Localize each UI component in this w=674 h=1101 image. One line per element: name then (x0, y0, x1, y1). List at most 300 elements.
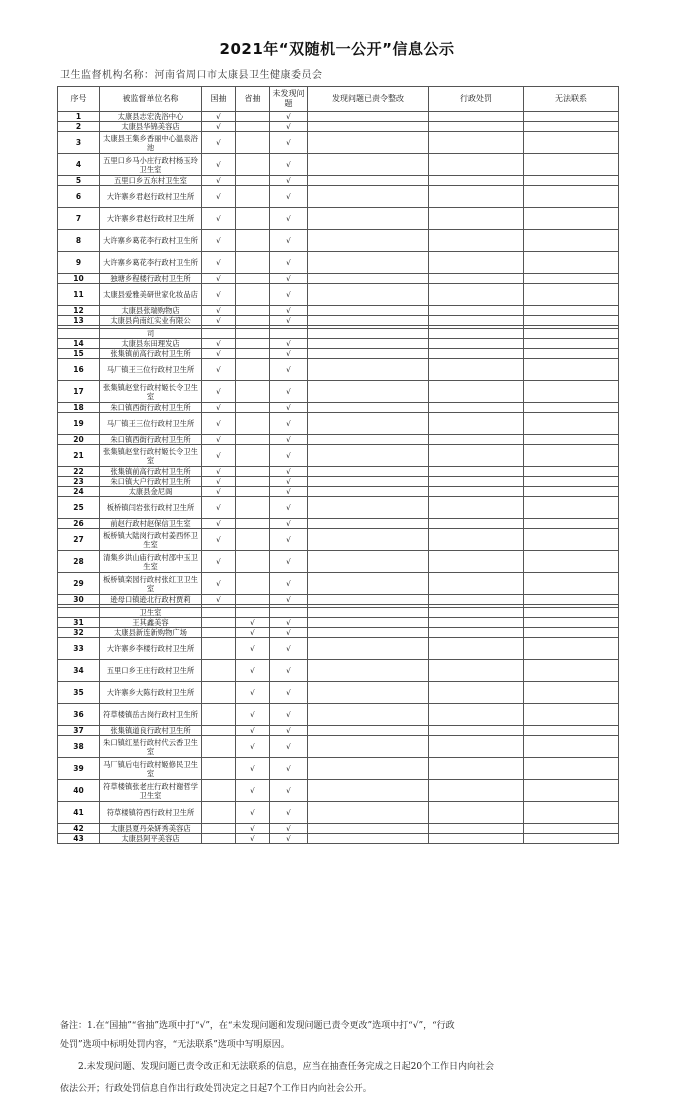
unreachable-cell (524, 529, 619, 551)
rectified-cell (308, 339, 429, 349)
rectified-cell (308, 112, 429, 122)
no-issue-check-cell: √ (270, 186, 308, 208)
seq-cell: 37 (58, 726, 100, 736)
seq-cell: 13 (58, 316, 100, 326)
rectified-cell (308, 618, 429, 628)
table-row (58, 359, 619, 381)
seq-cell: 32 (58, 628, 100, 638)
unreachable-cell (524, 758, 619, 780)
no-issue-check-cell: √ (270, 413, 308, 435)
national-check-cell (202, 329, 236, 339)
seq-cell: 27 (58, 529, 100, 551)
national-check-cell: √ (202, 349, 236, 359)
unreachable-cell (524, 274, 619, 284)
penalty-cell (429, 154, 524, 176)
rectified-cell (308, 208, 429, 230)
unreachable-cell (524, 704, 619, 726)
provincial-check-cell (236, 497, 270, 519)
unreachable-cell (524, 381, 619, 403)
no-issue-check-cell: √ (270, 628, 308, 638)
table-row (58, 834, 619, 844)
disclosure-table (57, 86, 619, 844)
national-check-cell (202, 726, 236, 736)
no-issue-check-cell: √ (270, 497, 308, 519)
no-issue-check-cell (270, 608, 308, 618)
provincial-check-cell (236, 445, 270, 467)
penalty-cell (429, 736, 524, 758)
table-row (58, 176, 619, 186)
national-check-cell: √ (202, 519, 236, 529)
table-row (58, 519, 619, 529)
rectified-cell (308, 736, 429, 758)
penalty-cell (429, 802, 524, 824)
rectified-cell (308, 445, 429, 467)
unreachable-cell (524, 519, 619, 529)
rectified-cell (308, 638, 429, 660)
unreachable-cell (524, 824, 619, 834)
seq-cell: 23 (58, 477, 100, 487)
provincial-check-cell (236, 487, 270, 497)
provincial-check-cell (236, 595, 270, 605)
table-row (58, 413, 619, 435)
provincial-check-cell (236, 403, 270, 413)
unreachable-cell (524, 306, 619, 316)
table-row (58, 349, 619, 359)
no-issue-check-cell: √ (270, 529, 308, 551)
table-row (58, 403, 619, 413)
provincial-check-cell: √ (236, 638, 270, 660)
national-check-cell (202, 608, 236, 618)
seq-cell: 5 (58, 176, 100, 186)
provincial-check-cell: √ (236, 834, 270, 844)
no-issue-check-cell: √ (270, 284, 308, 306)
no-issue-check-cell: √ (270, 403, 308, 413)
rectified-cell (308, 628, 429, 638)
no-issue-check-cell: √ (270, 274, 308, 284)
note-line-1: 备注：1.在“国抽”“省抽”选项中打“√”，在“未发现问题和发现问题已责令更改”选项中打“√”，“行政 (60, 1021, 455, 1031)
seq-cell: 15 (58, 349, 100, 359)
national-check-cell: √ (202, 445, 236, 467)
rectified-cell (308, 834, 429, 844)
unreachable-cell (524, 252, 619, 274)
national-check-cell: √ (202, 381, 236, 403)
no-issue-check-cell: √ (270, 638, 308, 660)
unit-name-cell: 大许寨乡大陈行政村卫生所 (100, 682, 202, 704)
provincial-check-cell: √ (236, 758, 270, 780)
seq-cell: 26 (58, 519, 100, 529)
provincial-check-cell: √ (236, 736, 270, 758)
unit-name-cell: 张集镇前高行政村卫生所 (100, 349, 202, 359)
penalty-cell (429, 477, 524, 487)
rectified-cell (308, 154, 429, 176)
no-issue-check-cell: √ (270, 682, 308, 704)
rectified-cell (308, 497, 429, 519)
seq-cell: 21 (58, 445, 100, 467)
rectified-cell (308, 132, 429, 154)
note-line-2: 处罚”选项中标明处罚内容，“无法联系”选项中写明原因。 (60, 1040, 290, 1050)
unreachable-cell (524, 230, 619, 252)
col-header-unreachable: 无法联系 (524, 87, 619, 112)
penalty-cell (429, 413, 524, 435)
provincial-check-cell: √ (236, 726, 270, 736)
table-row (58, 112, 619, 122)
seq-cell (58, 329, 100, 339)
rectified-cell (308, 467, 429, 477)
seq-cell: 6 (58, 186, 100, 208)
national-check-cell: √ (202, 284, 236, 306)
unit-name-cell: 太康县夏丹朵妍秀美容店 (100, 824, 202, 834)
unit-name-cell: 张集镇前高行政村卫生所 (100, 467, 202, 477)
unit-name-cell: 太康县王集乡香丽中心温泉浴池 (100, 132, 202, 154)
col-header-no-issue: 未发现问题 (270, 87, 308, 112)
provincial-check-cell: √ (236, 802, 270, 824)
rectified-cell (308, 306, 429, 316)
national-check-cell: √ (202, 467, 236, 477)
penalty-cell (429, 435, 524, 445)
provincial-check-cell (236, 339, 270, 349)
seq-cell: 20 (58, 435, 100, 445)
no-issue-check-cell: √ (270, 306, 308, 316)
unreachable-cell (524, 682, 619, 704)
seq-cell: 34 (58, 660, 100, 682)
table-row (58, 381, 619, 403)
table-row (58, 726, 619, 736)
rectified-cell (308, 403, 429, 413)
penalty-cell (429, 230, 524, 252)
seq-cell: 12 (58, 306, 100, 316)
table-row (58, 306, 619, 316)
penalty-cell (429, 122, 524, 132)
provincial-check-cell (236, 122, 270, 132)
provincial-check-cell (236, 551, 270, 573)
seq-cell: 30 (58, 595, 100, 605)
no-issue-check-cell: √ (270, 660, 308, 682)
table-row (58, 208, 619, 230)
seq-cell: 14 (58, 339, 100, 349)
rectified-cell (308, 329, 429, 339)
no-issue-check-cell: √ (270, 573, 308, 595)
unit-name-cell: 前赵行政村赵保信卫生室 (100, 519, 202, 529)
national-check-cell: √ (202, 477, 236, 487)
penalty-cell (429, 824, 524, 834)
seq-cell: 25 (58, 497, 100, 519)
unit-name-cell: 马厂镇王三位行政村卫生所 (100, 413, 202, 435)
penalty-cell (429, 573, 524, 595)
unreachable-cell (524, 726, 619, 736)
rectified-cell (308, 186, 429, 208)
national-check-cell: √ (202, 316, 236, 326)
unreachable-cell (524, 445, 619, 467)
penalty-cell (429, 834, 524, 844)
rectified-cell (308, 252, 429, 274)
national-check-cell: √ (202, 274, 236, 284)
unit-name-cell: 张集镇道良行政村卫生所 (100, 726, 202, 736)
unreachable-cell (524, 186, 619, 208)
provincial-check-cell: √ (236, 682, 270, 704)
unreachable-cell (524, 595, 619, 605)
table-row (58, 682, 619, 704)
rectified-cell (308, 824, 429, 834)
unit-name-cell: 太康县金尼阁 (100, 487, 202, 497)
unreachable-cell (524, 413, 619, 435)
unreachable-cell (524, 834, 619, 844)
rectified-cell (308, 726, 429, 736)
unit-name-cell: 清集乡洪山庙行政村邵中玉卫生室 (100, 551, 202, 573)
unit-name-cell: 大许寨乡葛花李行政村卫生所 (100, 230, 202, 252)
penalty-cell (429, 381, 524, 403)
unit-name-cell: 太康县尚南红实业有限公 (100, 316, 202, 326)
national-check-cell: √ (202, 122, 236, 132)
provincial-check-cell (236, 413, 270, 435)
provincial-check-cell: √ (236, 704, 270, 726)
rectified-cell (308, 477, 429, 487)
unit-name-cell: 板桥镇栾园行政村张红卫卫生室 (100, 573, 202, 595)
unit-name-cell: 五里口乡五东村卫生室 (100, 176, 202, 186)
col-header-seq: 序号 (58, 87, 100, 112)
no-issue-check-cell: √ (270, 112, 308, 122)
rectified-cell (308, 359, 429, 381)
unreachable-cell (524, 176, 619, 186)
note-line-3: 2.未发现问题、发现问题已责令改正和无法联系的信息，应当在抽查任务完成之日起20个工作日内向社会 (60, 1062, 495, 1072)
unit-name-cell: 五里口乡马小庄行政村杨玉玲卫生室 (100, 154, 202, 176)
rectified-cell (308, 176, 429, 186)
unreachable-cell (524, 122, 619, 132)
national-check-cell: √ (202, 132, 236, 154)
rectified-cell (308, 284, 429, 306)
unit-name-cell: 大许寨乡君赵行政村卫生所 (100, 208, 202, 230)
rectified-cell (308, 487, 429, 497)
penalty-cell (429, 595, 524, 605)
unreachable-cell (524, 660, 619, 682)
table-row (58, 660, 619, 682)
national-check-cell (202, 758, 236, 780)
unreachable-cell (524, 780, 619, 802)
seq-cell: 29 (58, 573, 100, 595)
unreachable-cell (524, 477, 619, 487)
provincial-check-cell (236, 230, 270, 252)
national-check-cell (202, 780, 236, 802)
note-line-4: 依法公开；行政处罚信息自作出行政处罚决定之日起7个工作日内向社会公开。 (60, 1084, 372, 1094)
provincial-check-cell (236, 329, 270, 339)
unit-name-cell: 朱口镇红星行政村代云香卫生室 (100, 736, 202, 758)
unit-name-cell: 符草楼镇符西行政村卫生所 (100, 802, 202, 824)
rectified-cell (308, 519, 429, 529)
penalty-cell (429, 349, 524, 359)
penalty-cell (429, 252, 524, 274)
col-header-provincial: 省抽 (236, 87, 270, 112)
national-check-cell: √ (202, 551, 236, 573)
penalty-cell (429, 682, 524, 704)
unit-name-cell: 王其鑫美容 (100, 618, 202, 628)
penalty-cell (429, 329, 524, 339)
penalty-cell (429, 112, 524, 122)
penalty-cell (429, 628, 524, 638)
table-row (58, 608, 619, 618)
provincial-check-cell (236, 529, 270, 551)
unreachable-cell (524, 349, 619, 359)
table-row (58, 230, 619, 252)
rectified-cell (308, 381, 429, 403)
penalty-cell (429, 274, 524, 284)
table-row (58, 284, 619, 306)
unreachable-cell (524, 284, 619, 306)
rectified-cell (308, 413, 429, 435)
seq-cell: 41 (58, 802, 100, 824)
rectified-cell (308, 660, 429, 682)
no-issue-check-cell: √ (270, 519, 308, 529)
no-issue-check-cell: √ (270, 487, 308, 497)
unit-name-cell: 板桥镇大陆岗行政村姜西怀卫生室 (100, 529, 202, 551)
provincial-check-cell: √ (236, 628, 270, 638)
unit-name-cell: 太康县新连新购物广场 (100, 628, 202, 638)
penalty-cell (429, 403, 524, 413)
rectified-cell (308, 573, 429, 595)
national-check-cell: √ (202, 306, 236, 316)
no-issue-check-cell: √ (270, 154, 308, 176)
rectified-cell (308, 122, 429, 132)
page-title: 2021年“双随机一公开”信息公示 (219, 40, 455, 58)
unreachable-cell (524, 573, 619, 595)
table-header-row (58, 87, 619, 112)
table-row (58, 487, 619, 497)
unit-name-cell: 马厂镇后屯行政村姬修民卫生室 (100, 758, 202, 780)
no-issue-check-cell: √ (270, 834, 308, 844)
provincial-check-cell (236, 154, 270, 176)
rectified-cell (308, 608, 429, 618)
unit-name-cell: 太康县张瑞购物店 (100, 306, 202, 316)
unit-name-cell: 太康县阿平美容店 (100, 834, 202, 844)
rectified-cell (308, 551, 429, 573)
national-check-cell: √ (202, 435, 236, 445)
penalty-cell (429, 519, 524, 529)
seq-cell: 2 (58, 122, 100, 132)
table-row (58, 132, 619, 154)
unit-name-cell: 太康县东田理发店 (100, 339, 202, 349)
unreachable-cell (524, 208, 619, 230)
no-issue-check-cell: √ (270, 316, 308, 326)
unit-name-cell: 大许寨乡葛花李行政村卫生所 (100, 252, 202, 274)
national-check-cell: √ (202, 359, 236, 381)
rectified-cell (308, 349, 429, 359)
national-check-cell: √ (202, 497, 236, 519)
penalty-cell (429, 316, 524, 326)
provincial-check-cell (236, 306, 270, 316)
table-row (58, 477, 619, 487)
rectified-cell (308, 780, 429, 802)
seq-cell: 11 (58, 284, 100, 306)
table-row (58, 780, 619, 802)
unreachable-cell (524, 359, 619, 381)
no-issue-check-cell: √ (270, 359, 308, 381)
unreachable-cell (524, 329, 619, 339)
national-check-cell: √ (202, 487, 236, 497)
seq-cell: 18 (58, 403, 100, 413)
rectified-cell (308, 435, 429, 445)
unreachable-cell (524, 316, 619, 326)
unreachable-cell (524, 339, 619, 349)
provincial-check-cell (236, 519, 270, 529)
seq-cell: 42 (58, 824, 100, 834)
unit-name-cell: 朱口镇西街行政村卫生所 (100, 435, 202, 445)
no-issue-check-cell: √ (270, 132, 308, 154)
seq-cell: 4 (58, 154, 100, 176)
seq-cell: 43 (58, 834, 100, 844)
unit-name-cell: 朱口镇西街行政村卫生所 (100, 403, 202, 413)
penalty-cell (429, 660, 524, 682)
table-row (58, 316, 619, 326)
provincial-check-cell (236, 359, 270, 381)
national-check-cell (202, 660, 236, 682)
seq-cell: 16 (58, 359, 100, 381)
no-issue-check-cell: √ (270, 339, 308, 349)
no-issue-check-cell: √ (270, 435, 308, 445)
provincial-check-cell (236, 316, 270, 326)
table-row (58, 704, 619, 726)
penalty-cell (429, 176, 524, 186)
seq-cell: 36 (58, 704, 100, 726)
unreachable-cell (524, 638, 619, 660)
seq-cell (58, 608, 100, 618)
national-check-cell (202, 824, 236, 834)
unit-name-cell: 大许寨乡君赵行政村卫生所 (100, 186, 202, 208)
penalty-cell (429, 132, 524, 154)
unit-name-cell: 张集镇赵堂行政村姬长令卫生室 (100, 381, 202, 403)
provincial-check-cell (236, 208, 270, 230)
penalty-cell (429, 726, 524, 736)
no-issue-check-cell: √ (270, 477, 308, 487)
unit-name-cell: 朱口镇大户行政村卫生所 (100, 477, 202, 487)
provincial-check-cell (236, 274, 270, 284)
national-check-cell: √ (202, 112, 236, 122)
no-issue-check-cell: √ (270, 758, 308, 780)
rectified-cell (308, 529, 429, 551)
unreachable-cell (524, 736, 619, 758)
national-check-cell (202, 736, 236, 758)
seq-cell: 38 (58, 736, 100, 758)
national-check-cell: √ (202, 339, 236, 349)
table-row (58, 445, 619, 467)
unreachable-cell (524, 487, 619, 497)
rectified-cell (308, 802, 429, 824)
unit-name-cell: 逊母口镇逊北行政村贾莉 (100, 595, 202, 605)
unit-name-cell: 卫生室 (100, 608, 202, 618)
no-issue-check-cell: √ (270, 802, 308, 824)
unreachable-cell (524, 132, 619, 154)
national-check-cell: √ (202, 230, 236, 252)
unreachable-cell (524, 618, 619, 628)
rectified-cell (308, 274, 429, 284)
national-check-cell (202, 704, 236, 726)
organization-line: 卫生监督机构名称：河南省周口市太康县卫生健康委员会 (60, 70, 323, 81)
provincial-check-cell (236, 349, 270, 359)
national-check-cell: √ (202, 252, 236, 274)
provincial-check-cell (236, 381, 270, 403)
national-check-cell (202, 802, 236, 824)
rectified-cell (308, 316, 429, 326)
provincial-check-cell (236, 435, 270, 445)
table-row (58, 802, 619, 824)
no-issue-check-cell: √ (270, 381, 308, 403)
no-issue-check-cell: √ (270, 467, 308, 477)
provincial-check-cell: √ (236, 824, 270, 834)
national-check-cell: √ (202, 573, 236, 595)
unit-name-cell: 板桥镇闫岩张行政村卫生所 (100, 497, 202, 519)
unit-name-cell: 马厂镇王三位行政村卫生所 (100, 359, 202, 381)
penalty-cell (429, 208, 524, 230)
unit-name-cell: 大许寨乡李楼行政村卫生所 (100, 638, 202, 660)
unreachable-cell (524, 435, 619, 445)
provincial-check-cell (236, 467, 270, 477)
